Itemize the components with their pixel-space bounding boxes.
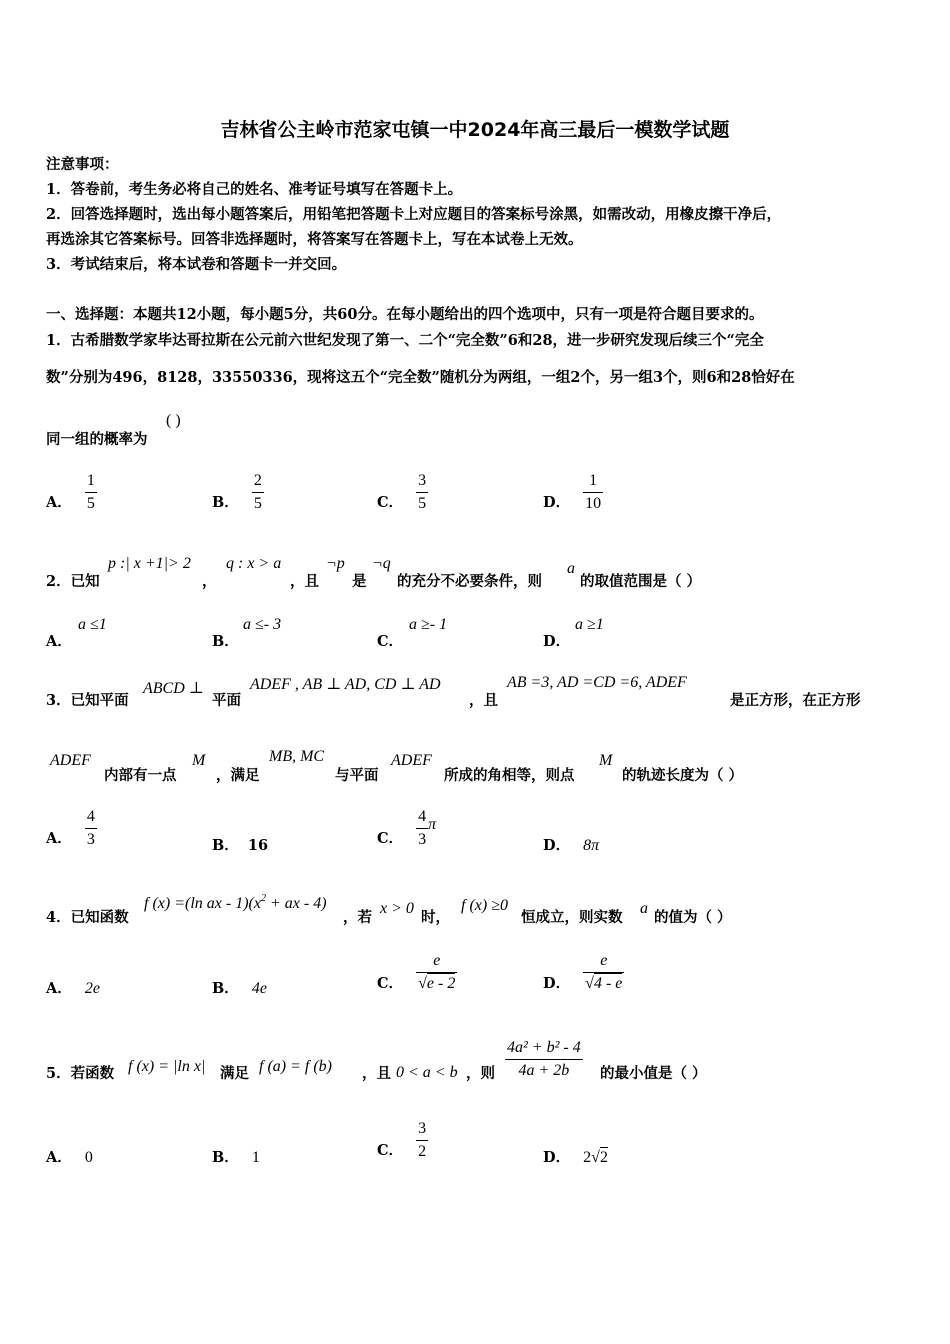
q2-text: 是 bbox=[352, 573, 367, 590]
q3-expr: ADEF bbox=[50, 752, 91, 769]
notice-heading: 注意事项： bbox=[46, 156, 119, 173]
q3-expr: ABCD ⊥ bbox=[143, 680, 204, 697]
q2-not-q: ¬q bbox=[372, 555, 391, 572]
q2-text: 的充分不必要条件，则 bbox=[397, 573, 542, 590]
q1-text: 1．古希腊数学家毕达哥拉斯在公元前六世纪发现了第一、二个“完全数”6和28，进一步研究发现后续三个“完全 bbox=[46, 332, 764, 349]
q4-text: ，若 bbox=[343, 909, 372, 926]
q4-option-d: D． $\frac{e}{√4 - e}$ bbox=[543, 952, 623, 992]
q3-expr: M bbox=[599, 752, 613, 769]
q4-text: 时， bbox=[421, 909, 450, 926]
q2-text: ，且 bbox=[290, 573, 319, 590]
q2-text: 2．已知 bbox=[46, 573, 100, 590]
q1-option-a: A． $\frac{1}{5}$ bbox=[46, 472, 95, 512]
q2-text: 的取值范围是（ ） bbox=[580, 573, 702, 590]
q3-text: 与平面 bbox=[335, 767, 379, 784]
q3-text: 内部有一点 bbox=[104, 767, 177, 784]
q3-expr: AB =3, AD =CD =6, ADEF bbox=[507, 674, 687, 691]
q1-text: 数”分别为496，8128，33550336，现将这五个“完全数”随机分为两组，一组2个，另一组3个，则6和28恰好在 bbox=[46, 369, 795, 386]
q3-text: ，且 bbox=[469, 692, 498, 709]
q3-text: 平面 bbox=[212, 692, 241, 709]
q4-cond: x > 0 bbox=[380, 900, 414, 917]
q5-option-a: A． 0 bbox=[46, 1149, 93, 1166]
q3-text: ，满足 bbox=[216, 767, 260, 784]
q2-option-b: a ≤- 3 bbox=[243, 616, 282, 633]
q5-function: f (x) = |ln x| bbox=[128, 1058, 206, 1075]
q2-not-p: ¬p bbox=[326, 555, 345, 572]
q5-text: 的最小值是（ ） bbox=[600, 1065, 707, 1082]
notice-item: 3．考试结束后，将本试卷和答题卡一并交回。 bbox=[46, 256, 347, 273]
q5-option-b: B． 1 bbox=[212, 1149, 260, 1166]
q3-option-a: A． $\frac{4}{3}$ bbox=[46, 808, 95, 848]
q2-option-a: a ≤1 bbox=[78, 616, 107, 633]
q5-text: 满足 bbox=[220, 1065, 249, 1082]
q3-expr: MB, MC bbox=[269, 748, 325, 765]
q2-option-b-label: B． bbox=[212, 633, 239, 650]
q2-option-a-label: A． bbox=[46, 633, 72, 650]
q1-option-c: C． $\frac{3}{5}$ bbox=[377, 472, 427, 512]
q1-option-d: D． $\frac{1}{10}$ bbox=[543, 472, 602, 512]
q5-option-d: D． 2√2 bbox=[543, 1149, 608, 1166]
q4-text: 4．已知函数 bbox=[46, 909, 129, 926]
q5-cond: 0 < a < b bbox=[396, 1064, 458, 1081]
q3-option-b: B． 16 bbox=[212, 837, 269, 854]
q4-function: f (x) =(ln ax - $1)(x^2$ + ax - 4) bbox=[144, 893, 327, 912]
q3-text: 的轨迹长度为（ ） bbox=[622, 767, 744, 784]
q5-fraction: $\frac{\text{4a² + b² - 4}}{4a + 2b}$ bbox=[507, 1039, 581, 1079]
q3-expr: ADEF , AB ⊥ AD, CD ⊥ AD bbox=[250, 676, 441, 693]
q5-option-c: C． $\frac{3}{2}$ bbox=[377, 1120, 427, 1160]
notice-item: 1．答卷前，考生务必将自己的姓名、准考证号填写在答题卡上。 bbox=[46, 181, 463, 198]
notice-item: 2．回答选择题时，选出每小题答案后，用铅笔把答题卡上对应题目的答案标号涂黑，如需改动，用橡皮擦干净后， bbox=[46, 206, 782, 223]
q2-a: a bbox=[567, 560, 575, 577]
page-title: 吉林省公主岭市范家屯镇一中2024年高三最后一模数学试题 bbox=[220, 119, 730, 141]
q2-option-d-label: D． bbox=[543, 633, 571, 650]
q5-text: ，且 bbox=[362, 1065, 391, 1082]
q1-option-b: B． $\frac{2}{5}$ bbox=[212, 472, 262, 512]
q3-expr: ADEF bbox=[391, 752, 432, 769]
q4-a: a bbox=[640, 900, 648, 917]
notice-item: 再选涂其它答案标号。回答非选择题时，将答案写在答题卡上，写在本试卷上无效。 bbox=[46, 231, 583, 248]
q3-expr: M bbox=[192, 752, 206, 769]
q3-text: 3．已知平面 bbox=[46, 692, 129, 709]
q4-option-c: C． $\frac{e}{√e - 2}$ bbox=[377, 952, 456, 992]
q5-eq: f (a) = f (b) bbox=[259, 1058, 332, 1075]
q2-option-c-label: C． bbox=[377, 633, 404, 650]
q4-option-a: A． 2e bbox=[46, 980, 100, 997]
q2-p: p :| x +1|> 2 bbox=[108, 555, 191, 572]
section-heading: 一、选择题：本题共12小题，每小题5分，共60分。在每小题给出的四个选项中，只有一项是符合题目要求的。 bbox=[46, 306, 764, 323]
q4-option-b: B． 4e bbox=[212, 980, 267, 997]
q1-text: 同一组的概率为 bbox=[46, 431, 148, 448]
q5-text: 5．若函数 bbox=[46, 1065, 115, 1082]
q5-text: ，则 bbox=[466, 1065, 495, 1082]
q2-option-d: a ≥1 bbox=[575, 616, 604, 633]
q4-text: 的值为（ ） bbox=[654, 909, 732, 926]
q3-option-d: D． 8π bbox=[543, 837, 600, 854]
q4-ineq: f (x) ≥0 bbox=[461, 897, 508, 914]
q2-option-c: a ≥- 1 bbox=[409, 616, 448, 633]
q3-text: 所成的角相等，则点 bbox=[444, 767, 575, 784]
q4-text: 恒成立，则实数 bbox=[521, 909, 623, 926]
q2-comma: ， bbox=[202, 573, 217, 590]
q2-q: q : x > a bbox=[226, 555, 282, 572]
q3-option-c: C． $\frac{4}{3}$ π bbox=[377, 808, 437, 848]
q1-paren: ( ) bbox=[166, 412, 181, 429]
q3-text: 是正方形，在正方形 bbox=[730, 692, 861, 709]
